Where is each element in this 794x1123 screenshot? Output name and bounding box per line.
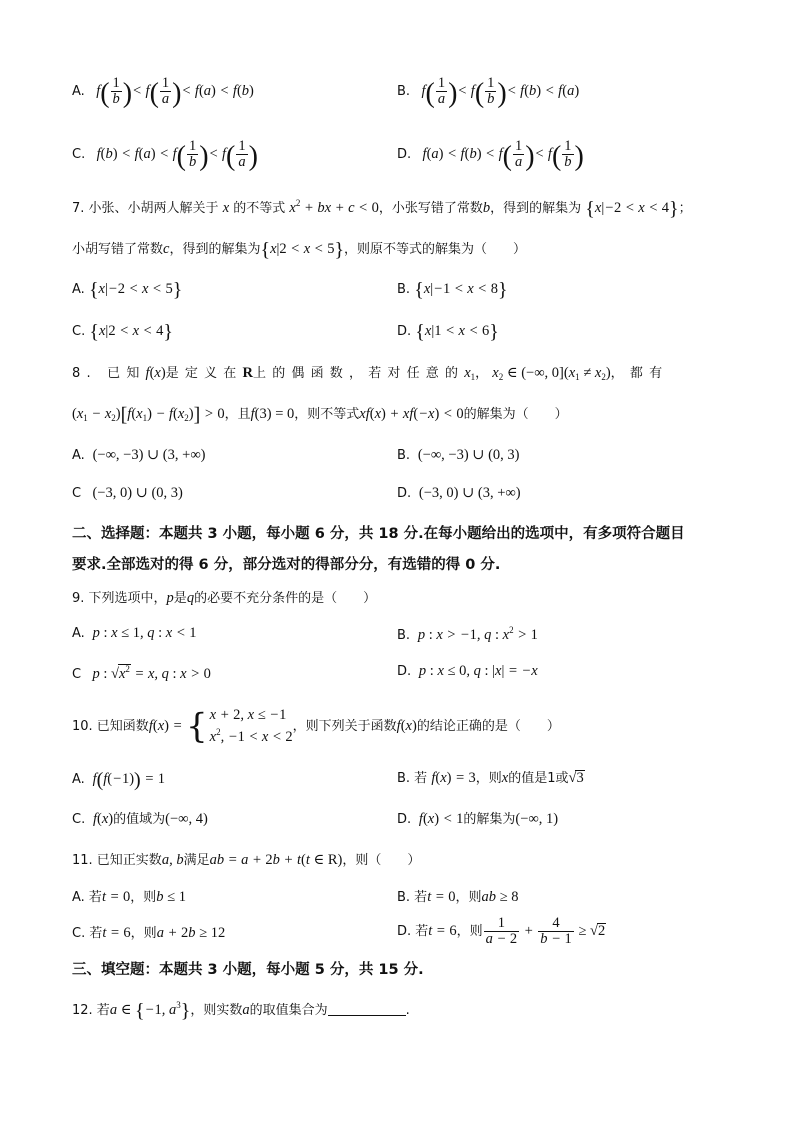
q8-option-a[interactable]: A. (−∞, −3) ∪ (3, +∞): [72, 447, 206, 463]
q7-option-b[interactable]: B. {x|−1 < x < 8}: [397, 279, 508, 301]
q6-option-a[interactable]: A. f( $\frac{1}{b}$ )< f( $\frac{1}{a}$ )< f(a) < f(b): [72, 75, 254, 110]
q10-option-c[interactable]: C. f(x)的值域为(−∞, 4): [72, 811, 208, 827]
q10-option-a[interactable]: A. f(f(−1)) = 1: [72, 769, 165, 791]
q10-option-b[interactable]: B. 若 f(x) = 3，则x的值是1或√3: [397, 770, 584, 786]
q6-option-c-math: f(b) < f(a) < f( $\frac{1}{b}$ )< f( $\frac{1}{a}$ ): [89, 138, 258, 173]
q8-option-c[interactable]: C (−3, 0) ∪ (0, 3): [72, 485, 183, 501]
q6-option-b-math: f( $\frac{1}{a}$ )< f( $\frac{1}{b}$ )< f(b) < f(a): [414, 75, 580, 110]
q9-option-c[interactable]: C p : $√x^2 = x$, q : x > 0: [72, 664, 211, 682]
q6-option-a-math: f( $\frac{1}{b}$ )< f( $\frac{1}{a}$ )< f(a) < f(b): [88, 75, 254, 110]
q8-stem-line1: 8. 已知f(x)是定义在R上的偶函数，若对任意的$x_1$， $x_2$ ∈ (−∞, $0](x_1 \ne x_2)$，都有: [72, 365, 669, 382]
q9-option-d[interactable]: D. p : x ≤ 0, q : |x| = −x: [397, 663, 538, 679]
q9-option-b[interactable]: B. p : x > −1, q : $x^2 > 1$: [397, 625, 538, 643]
q9-option-a[interactable]: A. p : x ≤ 1, q : x < 1: [72, 625, 197, 641]
q7-option-d[interactable]: D. {x|1 < x < 6}: [397, 321, 499, 343]
q6-option-b[interactable]: B. f( $\frac{1}{a}$ )< f( $\frac{1}{b}$ )< f(b) < f(a): [397, 75, 580, 110]
q11-option-d[interactable]: D. 若t = 6，则 $\frac{1}{a - 2}$ + $\frac{4}{b - 1}$ ≥ √2: [397, 915, 606, 948]
q7-option-c[interactable]: C. {x|2 < x < 4}: [72, 321, 173, 343]
q6-option-d-math: f(a) < f(b) < f( $\frac{1}{a}$ )< f( $\frac{1}{b}$ ): [415, 138, 584, 173]
q7-option-a[interactable]: A. {x|−2 < x < 5}: [72, 279, 183, 301]
q10-stem: 10. 已知函数f(x) = { x + 2, x ≤ −1 $x^2$, −1 < x < 2 ，则下列关于函数f(x)的结论正确的是（ ）: [72, 706, 560, 747]
q6-option-d[interactable]: D. f(a) < f(b) < f( $\frac{1}{a}$ )< f( $\frac{1}{b}$ ): [397, 138, 584, 173]
q11-option-a[interactable]: A. 若t = 0，则b ≤ 1: [72, 889, 186, 905]
q12-answer-blank[interactable]: [328, 1003, 406, 1016]
q9-stem: 9. 下列选项中，p是q的必要不充分条件的是（ ）: [72, 590, 377, 606]
q11-option-b[interactable]: B. 若t = 0，则ab ≥ 8: [397, 889, 519, 905]
section3-heading: 三、填空题：本题共 3 小题，每小题 5 分，共 15 分.: [72, 962, 424, 978]
q8-option-b[interactable]: B. (−∞, −3) ∪ (0, 3): [397, 447, 520, 463]
q11-stem: 11. 已知正实数a, b满足ab = a + 2b + t(t ∈ R)，则（ ）: [72, 852, 421, 868]
q12-stem: 12. 若a ∈ {−1, $a^3$}，则实数a的取值集合为 .: [72, 1000, 410, 1022]
section2-heading-line1: 二、选择题：本题共 3 小题，每小题 6 分，共 18 分.在每小题给出的选项中，有多项符合题目: [72, 526, 685, 542]
section2-heading-line2: 要求.全部选对的得 6 分，部分选对的得部分分，有选错的得 0 分.: [72, 557, 501, 573]
q8-stem-line2: $(x_1 - x_2)[f(x_1) - f(x_2)] > 0$，且f(3) = 0，则不等式xf(x) + xf(−x) < 0的解集为（ ）: [72, 404, 568, 426]
q7-stem-line1: 7. 小张、小胡两人解关于 x 的不等式 $x^2$ + bx + c < 0，小张写错了常数b，得到的解集为 {x|−2 < x < 4}；: [72, 198, 692, 220]
q8-option-d[interactable]: D. (−3, 0) ∪ (3, +∞): [397, 485, 521, 501]
q7-stem-line2: 小胡写错了常数c，得到的解集为{x|2 < x < 5}，则原不等式的解集为（ ）: [72, 239, 527, 261]
q11-option-c[interactable]: C. 若t = 6，则a + 2b ≥ 12: [72, 925, 226, 941]
q10-option-d[interactable]: D. f(x) < 1的解集为(−∞, 1): [397, 811, 559, 827]
q6-option-c[interactable]: C. f(b) < f(a) < f( $\frac{1}{b}$ )< f( $\frac{1}{a}$ ): [72, 138, 258, 173]
